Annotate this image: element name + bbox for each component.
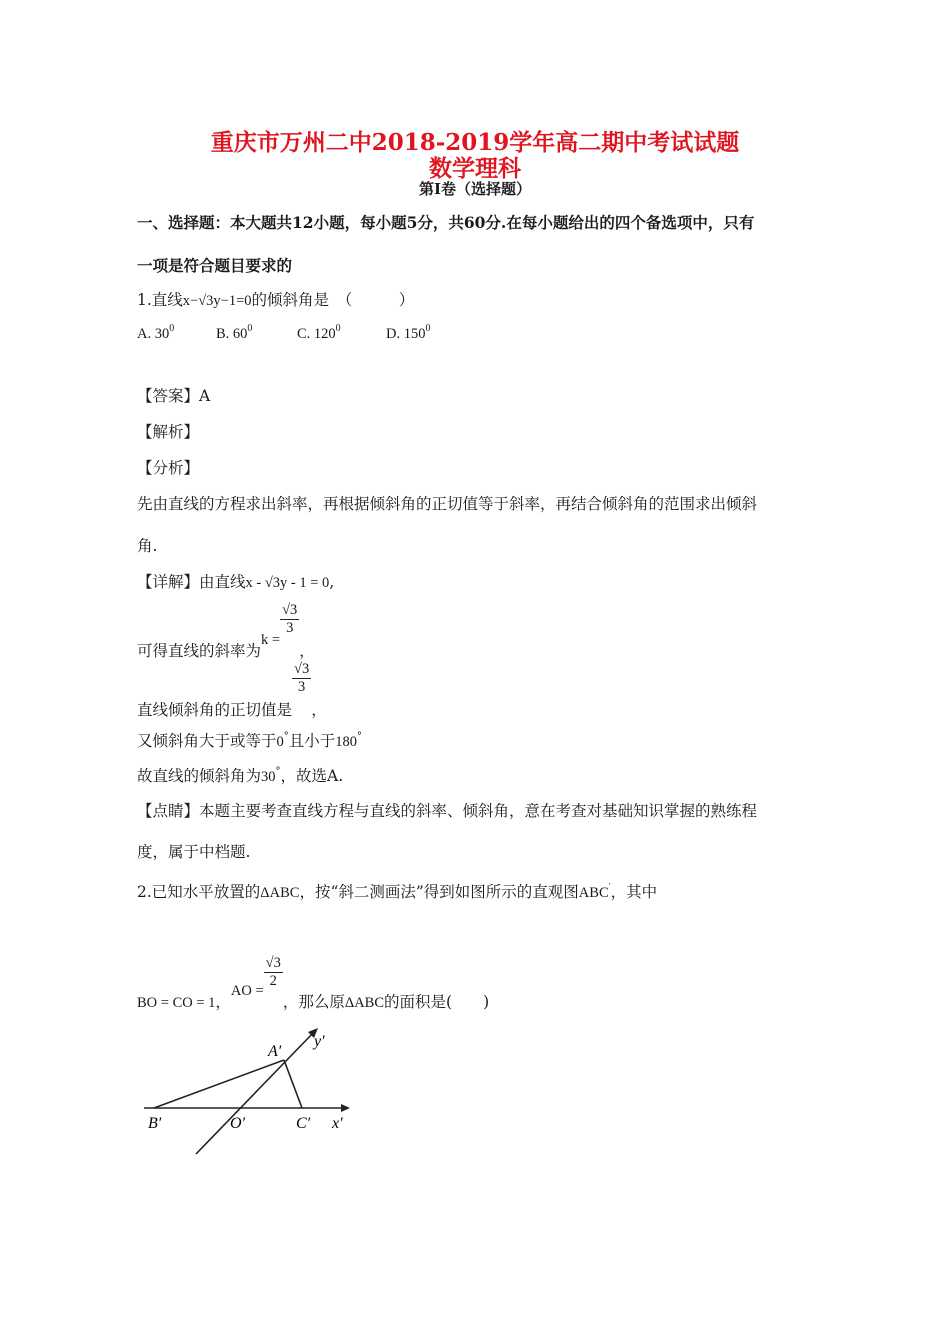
q1-tan-fraction: $\frac{√3}{3}$ xyxy=(294,661,310,695)
q1-suffix: 的倾斜角是 （ ） xyxy=(251,291,415,309)
label-c-prime: C′ xyxy=(296,1115,311,1132)
q1-option-d: D. $150^0$ xyxy=(386,323,431,342)
q1-slope-fraction: $\frac{√3}{3}$ xyxy=(282,602,298,636)
q1-comment-line1: 【点睛】本题主要考查直线方程与直线的斜率、倾斜角，意在考查对基础知识掌握的熟练程 xyxy=(137,802,758,820)
q1-stem xyxy=(137,288,414,310)
q1-tan-line: 直线倾斜角的正切值是 $\frac{√3}{3}$ ， xyxy=(137,661,327,719)
q1-detail-equation: x - √3y - 1 = 0 xyxy=(245,575,330,591)
segment-a-c xyxy=(284,1060,302,1108)
q1-prefix: 1.直线 xyxy=(137,291,183,309)
q2-condition-fraction: $\frac{√3}{2}$ xyxy=(265,955,281,989)
page-title: 重庆市万州二中2018-2019学年高二期中考试试题 xyxy=(210,129,740,156)
q1-answer: 【答案】A xyxy=(137,387,211,405)
subject-title: 数学理科 xyxy=(429,155,521,182)
section-heading-line2: 一项是符合题目要求的 xyxy=(137,256,293,275)
label-b-prime: B′ xyxy=(148,1115,162,1132)
volume-title: 第Ⅰ卷（选择题） xyxy=(418,180,532,198)
q1-detail: 【详解】由直线x - √3y - 1 = 0, xyxy=(137,573,335,591)
q1-slope-line: 可得直线的斜率为k = $\frac{√3}{3}$ ， xyxy=(137,602,315,660)
q1-analysis-line1: 先由直线的方程求出斜率，再根据倾斜角的正切值等于斜率，再结合倾斜角的范围求出倾斜 xyxy=(137,495,758,513)
q1-analysis-line2: 角. xyxy=(137,537,158,555)
q2-condition: BO = CO = 1，AO = $\frac{√3}{2}$ ，那么原ΔABC的面积是( ) xyxy=(137,955,490,1011)
q1-fenxi-label: 【分析】 xyxy=(137,459,200,477)
q1-range-line: 又倾斜角大于或等于0°且小于180° xyxy=(137,731,363,750)
label-x-prime: x′ xyxy=(332,1115,343,1132)
q1-option-a: A. $30^0$ xyxy=(137,323,175,342)
label-a-prime: A′ xyxy=(268,1043,282,1060)
q1-jiexi-label: 【解析】 xyxy=(137,423,200,441)
oblique-projection-figure xyxy=(136,1020,360,1156)
label-o-prime: O′ xyxy=(230,1115,246,1132)
q1-result-line: 故直线的倾斜角为30°，故选A. xyxy=(137,766,344,785)
q1-equation: x−√3y−1=0 xyxy=(182,293,252,309)
q2-stem: 2.已知水平放置的ΔABC，按“斜二测画法”得到如图所示的直观图ABC′，其中 xyxy=(137,883,658,901)
q1-option-c: C. $120^0$ xyxy=(297,323,341,342)
q1-option-b: B. $60^0$ xyxy=(216,323,253,342)
label-y-prime: y′ xyxy=(314,1033,325,1050)
x-axis-arrow xyxy=(341,1104,350,1112)
q1-comment-line2: 度，属于中档题. xyxy=(137,843,251,861)
section-heading-line1: 一、选择题：本大题共12小题，每小题5分，共60分.在每小题给出的四个备选项中，只有 xyxy=(137,213,755,232)
